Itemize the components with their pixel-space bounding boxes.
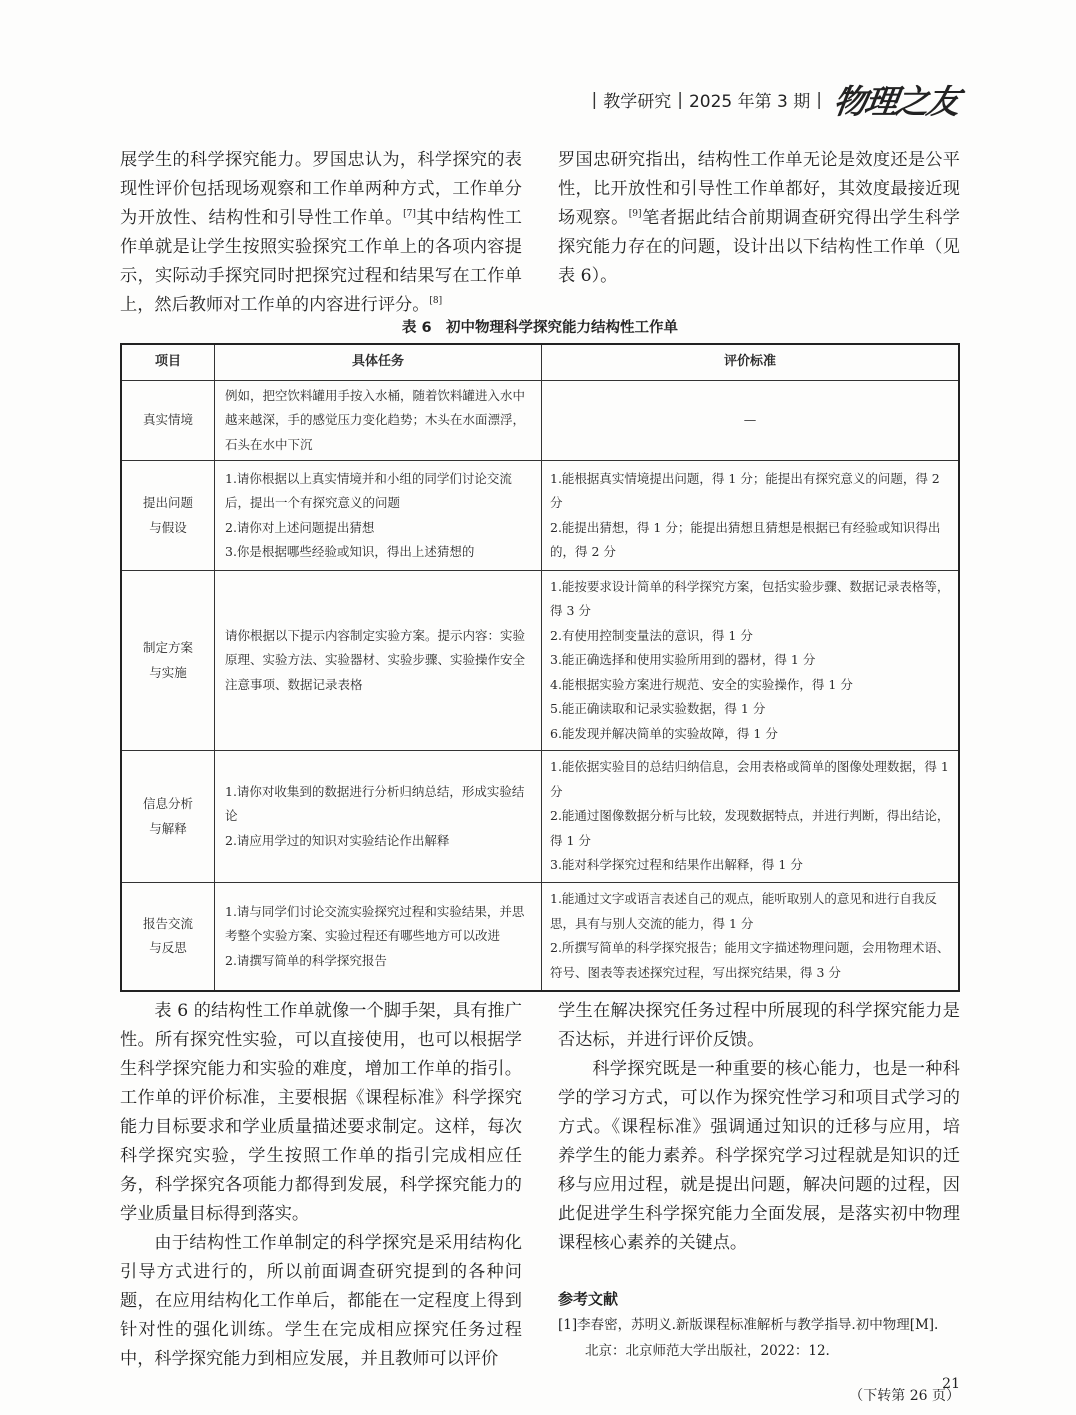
table-row: [121, 571, 959, 751]
bottom-right-column: [558, 997, 960, 1411]
bottom-text-columns: [120, 997, 960, 1411]
item-cell: [121, 461, 215, 571]
item-cell-line: 与假设: [149, 519, 187, 535]
paragraph: 由于结构性工作单制定的科学探究是采用结构化引导方式进行的，所以前面调查研究提到的各种问题，在应用结构化工作单后，都能在一定程度上得到针对性的强化训练。学生在完成相应探究任务过程中，科学探究能力到相应发展，并且教师可以评价: [120, 1233, 522, 1369]
item-cell: [121, 883, 215, 991]
paragraph: 展学生的科学探究能力。罗国忠认为，科学探究的表现性评价包括现场观察和工作单两种方式，工作单分为开放性、结构性和引导性工作单。[7]其中结构性工作单就是让学生按照实验探究工作单上的各项内容提示，实际动手探究同时把探究过程和结果写在工作单上，然后教师对工作单的内容进行评分。[8]: [120, 150, 522, 315]
item-cell-line: 与解释: [149, 820, 187, 836]
criteria-cell-line: 2.所撰写简单的科学探究报告；能用文字描述物理问题，会用物理术语、符号、图表等表述探究过程，写出探究结果，得 3 分: [550, 940, 950, 980]
table-row: [121, 883, 959, 991]
header-issue: 2025 年第 3 期: [688, 92, 811, 112]
item-cell: [121, 381, 215, 461]
reference-item: [1]李春密，苏明义.新版课程标准解析与教学指导.初中物理[M].: [558, 1317, 939, 1333]
criteria-cell-line: 4.能根据实验方案进行规范、安全的实验操作，得 1 分: [550, 676, 853, 692]
criteria-cell-line: 1.能通过文字或语言表述自己的观点，能听取别人的意见和进行自我反思，具有与别人交流的能力，得 1 分: [550, 891, 937, 931]
table-row: [121, 461, 959, 571]
criteria-cell-line: 1.能依据实验目的总结归纳信息，会用表格或简单的图像处理数据，得 1 分: [550, 759, 949, 799]
task-cell-line: 2.请你对上述问题提出猜想: [225, 519, 375, 535]
criteria-cell: [542, 461, 960, 571]
task-cell-line: 例如，把空饮料罐用手按入水桶，随着饮料罐进入水中越来越深，手的感觉压力变化趋势；木头在水面漂浮，石头在水中下沉: [225, 387, 526, 452]
references-heading: 参考文献: [558, 1290, 619, 1308]
item-cell-line: 与实施: [149, 664, 187, 680]
top-right-column: [558, 146, 960, 320]
citation: [7]: [403, 209, 416, 219]
running-header: | 教学研究 | 2025 年第 3 期 | 物理之友: [586, 76, 959, 123]
criteria-cell: [542, 883, 960, 991]
reference-item-continued: 北京：北京师范大学出版社，2022：12.: [585, 1343, 830, 1359]
criteria-cell: [542, 571, 960, 751]
header-item: 项目: [121, 344, 215, 381]
item-cell-line: 与反思: [149, 940, 187, 956]
task-cell-line: 1.请与同学们讨论交流实验探究过程和实验结果，并思考整个实验方案、实验过程还有哪些地方可以改进: [225, 903, 525, 943]
task-cell-line: 2.请应用学过的知识对实验结论作出解释: [225, 832, 450, 848]
criteria-cell-line: 3.能正确选择和使用实验所用到的器材，得 1 分: [550, 652, 816, 668]
table-header-row: [121, 344, 959, 381]
criteria-cell: [542, 751, 960, 883]
item-cell-line: 真实情境: [142, 412, 193, 428]
criteria-cell-line: 1.能根据真实情境提出问题，得 1 分；能提出有探究意义的问题，得 2 分: [550, 470, 940, 510]
item-cell-line: 信息分析: [142, 796, 193, 811]
citation: [9]: [628, 209, 642, 219]
paragraph: 科学探究既是一种重要的核心能力，也是一种科学的学习方式，可以作为探究性学习和项目式学习的方式。《课程标准》强调通过知识的迁移与应用，培养学生的能力素养。科学探究学习过程就是知识的迁移与应用过程，就是提出问题，解决问题的过程，因此促进学生科学探究能力全面发展，是落实初中物理课程核心素养的关键点。: [558, 1059, 960, 1253]
item-cell-line: 制定方案: [142, 640, 193, 655]
task-cell: [215, 883, 542, 991]
task-cell-line: 1.请你根据以上真实情境并和小组的同学们讨论交流后，提出一个有探究意义的问题: [225, 470, 512, 510]
paragraph: 学生在解决探究任务过程中所展现的科学探究能力是否达标，并进行评价反馈。: [558, 1001, 960, 1050]
bottom-left-column: [120, 997, 522, 1411]
criteria-cell-line: 2.有使用控制变量法的意识，得 1 分: [550, 627, 753, 643]
header-task: 具体任务: [215, 344, 542, 381]
criteria-cell-line: 3.能对科学探究过程和结果作出解释，得 1 分: [550, 857, 803, 873]
criteria-cell: [542, 381, 960, 461]
task-cell: [215, 751, 542, 883]
magazine-logo: 物理之友: [830, 82, 961, 121]
top-left-column: [120, 146, 522, 320]
table-row: [121, 751, 959, 883]
criteria-cell-line: 2.能通过图像数据分析与比较，发现数据特点，并进行判断，得出结论，得 1 分: [550, 808, 950, 848]
page-number: 21: [942, 1376, 960, 1392]
worksheet-table: [120, 343, 960, 992]
criteria-cell-line: —: [743, 412, 757, 428]
paragraph: 表 6 的结构性工作单就像一个脚手架，具有推广性。所有探究性实验，可以直接使用，也可以根据学生科学探究能力和实验的难度，增加工作单的指引。工作单的评价标准，主要根据《课程标准》科学探究能力目标要求和学业质量描述要求制定。这样，每次科学探究实验，学生按照工作单的指引完成相应任务，科学探究各项能力都得到发展，科学探究能力的学业质量目标得到落实。: [120, 1001, 522, 1224]
table-caption: 表 6 初中物理科学探究能力结构性工作单: [401, 320, 679, 336]
criteria-cell-line: 1.能按要求设计简单的科学探究方案，包括实验步骤、数据记录表格等，得 3 分: [550, 578, 950, 619]
citation: [8]: [429, 296, 443, 306]
item-cell: [121, 751, 215, 883]
task-cell-line: 2.请撰写简单的科学探究报告: [225, 952, 387, 968]
task-cell-line: 1.请你对收集到的数据进行分析归纳总结，形成实验结论: [225, 783, 525, 824]
task-cell-line: 3.你是根据哪些经验或知识，得出上述猜想的: [225, 544, 475, 559]
criteria-cell-line: 6.能发现并解决简单的实验故障，得 1 分: [550, 725, 778, 741]
item-cell-line: 报告交流: [142, 915, 193, 931]
header-criteria: 评价标准: [542, 344, 960, 381]
header-section: 教学研究: [603, 92, 672, 112]
criteria-cell-line: 5.能正确读取和记录实验数据，得 1 分: [550, 701, 766, 717]
item-cell-line: 提出问题: [142, 495, 193, 510]
paragraph: 罗国忠研究指出，结构性工作单无论是效度还是公平性，比开放性和引导性工作单都好，其效度最接近现场观察。[9]笔者据此结合前期调查研究得出学生科学探究能力存在的问题，设计出以下结构性工作单（见表 6）。: [558, 150, 960, 286]
task-cell: [215, 381, 542, 461]
task-cell: [215, 571, 542, 751]
task-cell-line: 请你根据以下提示内容制定实验方案。提示内容：实验原理、实验方法、实验器材、实验步骤、实验操作安全注意事项、数据记录表格: [225, 627, 526, 692]
item-cell: [121, 571, 215, 751]
task-cell: [215, 461, 542, 571]
continued-note: （下转第 26 页）: [849, 1388, 960, 1404]
criteria-cell-line: 2.能提出猜想，得 1 分；能提出猜想且猜想是根据已有经验或知识得出的，得 2 分: [550, 519, 941, 559]
table-row: [121, 381, 959, 461]
top-text-columns: [120, 146, 960, 320]
